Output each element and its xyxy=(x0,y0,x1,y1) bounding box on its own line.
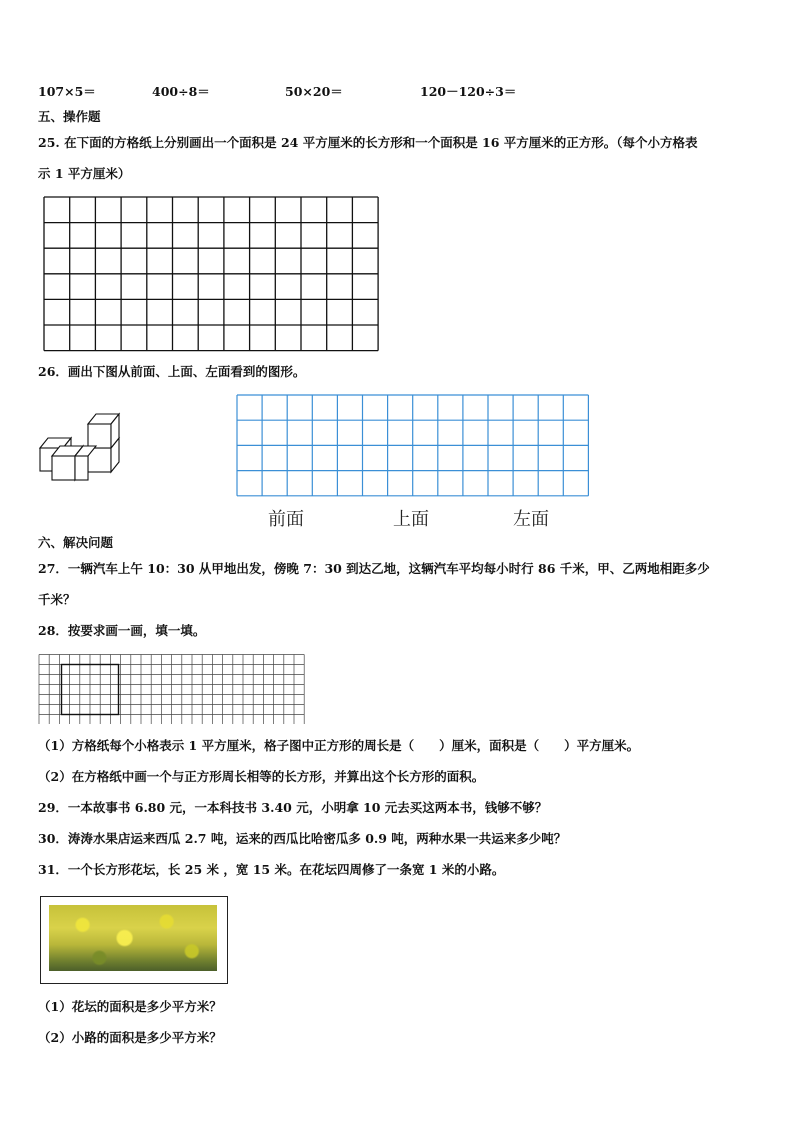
section-six-title: 六、解决问题 xyxy=(38,535,114,550)
label-front-view: 前面 xyxy=(268,509,304,530)
q28-fine-grid xyxy=(38,654,306,724)
q27-text-line1: 27．一辆汽车上午 10：30 从甲地出发，傍晚 7：30 到达乙地，这辆汽车平均每小时行 86 千米，甲、乙两地相距多少 xyxy=(38,561,710,576)
q28-text: 28．按要求画一画，填一填。 xyxy=(38,623,206,638)
q31-sub2: （2）小路的面积是多少平方米？ xyxy=(38,1030,222,1045)
q28-sub1: （1）方格纸每个小格表示 1 平方厘米，格子图中正方形的周长是（ ）厘米，面积是（ ）平方厘米。 xyxy=(38,738,640,753)
q27-text-line2: 千米？ xyxy=(38,592,76,607)
q25-text-line1: 25. 在下面的方格纸上分别画出一个面积是 24 平方厘米的长方形和一个面积是 16 平方厘米的正方形。（每个小方格表 xyxy=(38,135,698,150)
q25-text-line2: 示 1 平方厘米） xyxy=(38,166,131,181)
flower-bed-photo xyxy=(40,896,228,984)
q31-text: 31．一个长方形花坛，长 25 米 ，宽 15 米。在花坛四周修了一条宽 1 米的小路。 xyxy=(38,862,505,877)
calc-item-1: 107×5＝ xyxy=(38,84,96,99)
q26-blue-grid xyxy=(236,394,590,497)
q26-text: 26．画出下图从前面、上面、左面看到的图形。 xyxy=(38,364,306,379)
cube-stack-figure xyxy=(36,408,131,488)
q29-text: 29．一本故事书 6.80 元，一本科技书 3.40 元，小明拿 10 元去买这两本书，钱够不够？ xyxy=(38,800,548,815)
section-five-title: 五、操作题 xyxy=(38,109,101,124)
q30-text: 30．涛涛水果店运来西瓜 2.7 吨，运来的西瓜比哈密瓜多 0.9 吨，两种水果一共运来多少吨？ xyxy=(38,831,567,846)
q31-sub1: （1）花坛的面积是多少平方米？ xyxy=(38,999,222,1014)
calc-item-4: 120－120÷3＝ xyxy=(420,84,517,99)
flower-field-image xyxy=(49,905,217,971)
calc-item-3: 50×20＝ xyxy=(285,84,343,99)
label-top-view: 上面 xyxy=(393,509,429,530)
q25-square-grid xyxy=(43,196,380,353)
label-left-view: 左面 xyxy=(513,509,549,530)
q28-sub2: （2）在方格纸中画一个与正方形周长相等的长方形，并算出这个长方形的面积。 xyxy=(38,769,485,784)
calc-item-2: 400÷8＝ xyxy=(152,84,210,99)
